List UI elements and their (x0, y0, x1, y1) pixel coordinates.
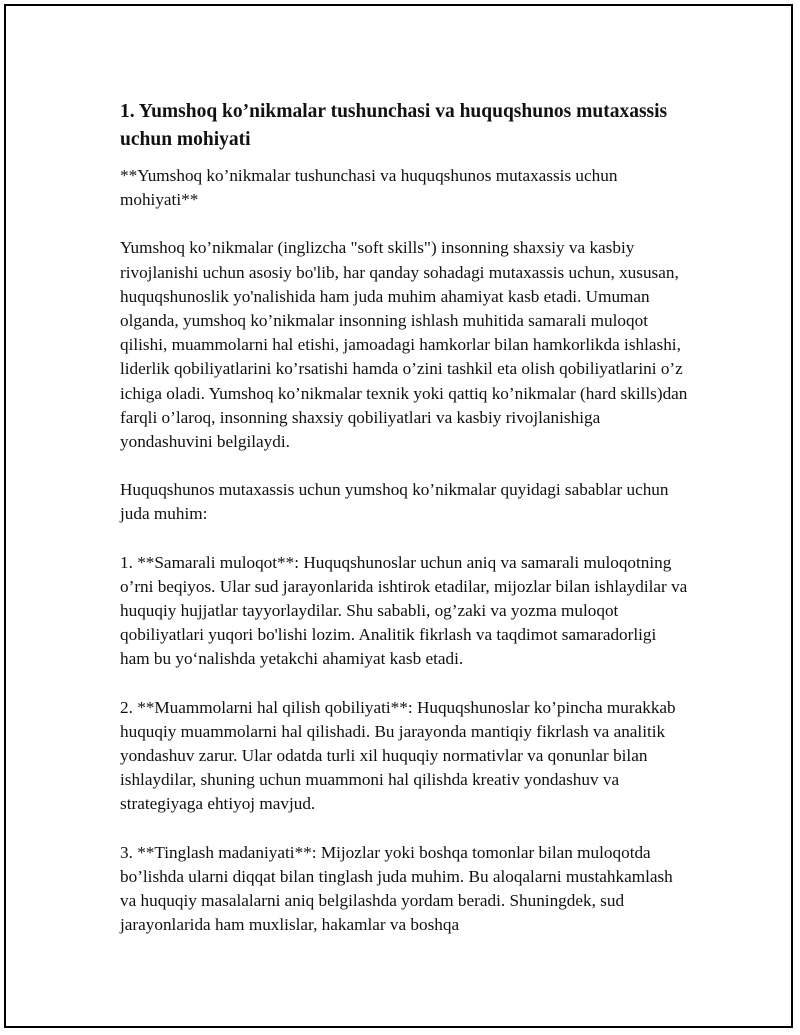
paragraph-intro: Yumshoq ko’nikmalar (inglizcha "soft skills") insonning shaxsiy va kasbiy rivojlanishi uchun asosiy bo'lib, har qanday sohadagi mutaxassis uchun, xususan, huquqshunoslik yo'nalishida ham juda muhim ahamiyat kasb etadi. Umuman olganda, yumshoq ko’nikmalar insonning ishlash muhitida samarali muloqot qilishi, muammolarni hal etishi, jamoadagi hamkorlar bilan hamkorlikda ishlashi, liderlik qobiliyatlarini ko’rsatishi hamda o’zini tashkil eta olish qobiliyatlarini o’z ichiga oladi. Yumshoq ko’nikmalar texnik yoki qattiq ko’nikmalar (hard skills)dan farqli o’laroq, insonning shaxsiy qobiliyatlari va kasbiy rivojlanishiga yondashuvini belgilaydi. (120, 238, 688, 452)
paragraph-item-2: 2. **Muammolarni hal qilish qobiliyati**: Huquqshunoslar ko’pincha murakkab huquqiy muammolarni hal qilishadi. Bu jarayonda mantiqiy fikrlash va analitik yondashuv zarur. Ular odatda turli xil huquqiy normativlar va qonunlar bilan ishlaydilar, shuning uchun muammoni hal qilishda kreativ yondashuv va strategiyaga ehtiyoj mavjud. (120, 697, 676, 814)
paragraph-reasons-lead: Huquqshunos mutaxassis uchun yumshoq ko’nikmalar quyidagi sabablar uchun juda muhim: (120, 480, 669, 524)
paragraph-item-3: 3. **Tinglash madaniyati**: Mijozlar yoki boshqa tomonlar bilan muloqotda bo’lishda ularni diqqat bilan tinglash juda muhim. Bu aloqalarni mustahkamlash va huquqiy masalalarni aniq belgilashda yordam beradi. Shuningdek, sud jarayonlarida ham muxlislar, hakamlar va boshqa (120, 842, 673, 935)
document-body (120, 98, 690, 961)
paragraph-item-1: 1. **Samarali muloqot**: Huquqshunoslar uchun aniq va samarali muloqotning o’rni beqiyos. Ular sud jarayonlarida ishtirok etadilar, mijozlar bilan ishlaydilar va huquqiy hujjatlar tayyorlaydilar. Shu sababli, og’zaki va yozma muloqot qobiliyatlari yuqori bo'lishi lozim. Analitik fikrlash va taqdimot samaradorligi ham bu yo‘nalishda yetakchi ahamiyat kasb etadi. (120, 552, 688, 669)
section-heading: 1. Yumshoq ko’nikmalar tushunchasi va huquqshunos mutaxassis uchun mohiyati (120, 101, 668, 150)
document-page (4, 4, 793, 1028)
paragraph-bold-title: **Yumshoq ko’nikmalar tushunchasi va huquqshunos mutaxassis uchun mohiyati** (120, 166, 618, 210)
